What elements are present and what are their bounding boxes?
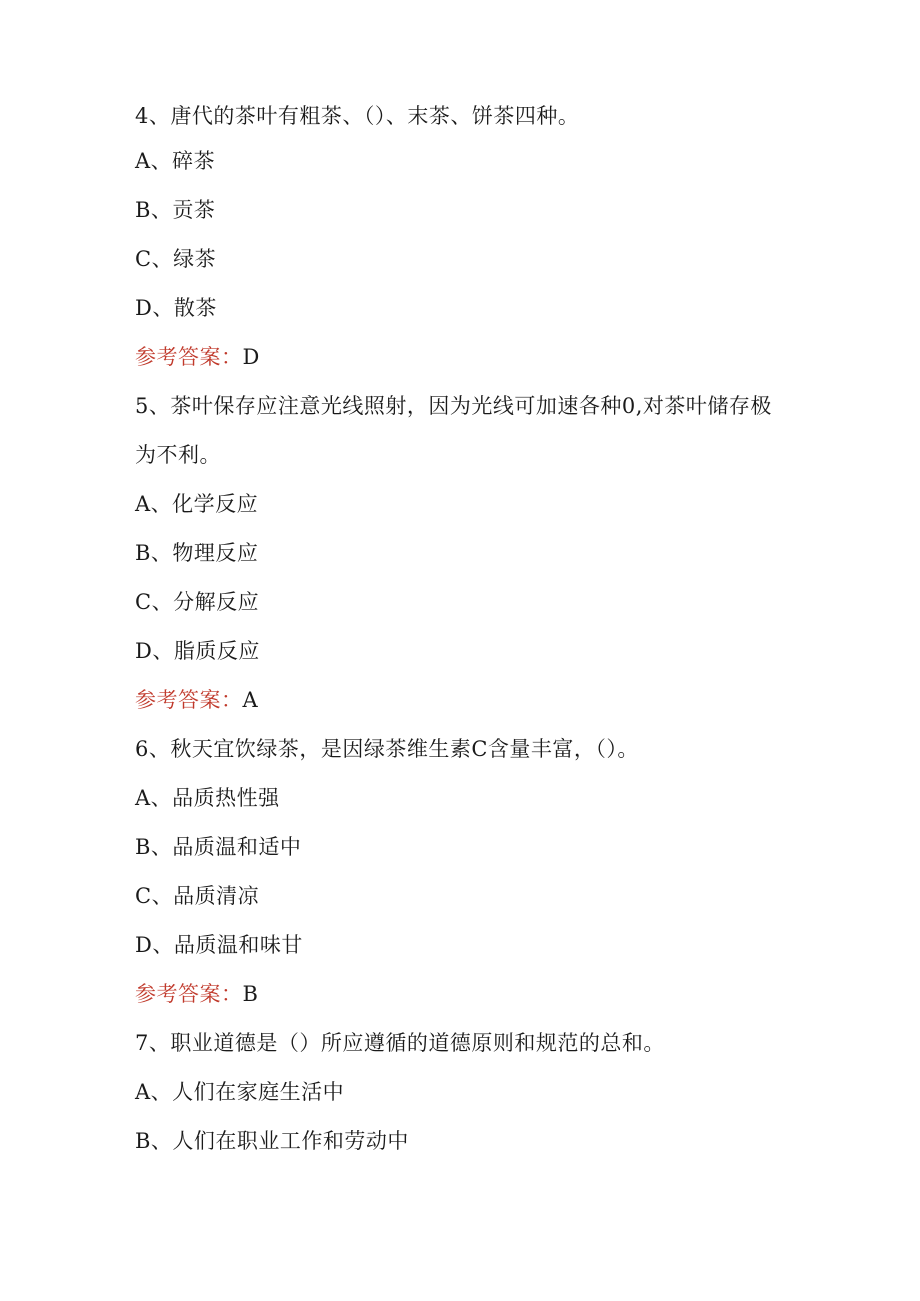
question-4-answer <box>135 343 260 371</box>
question-6-option-d: D、品质温和味甘 <box>135 933 303 957</box>
question-7-option-a: A、人们在家庭生活中 <box>135 1080 345 1104</box>
question-5-option-d: D、脂质反应 <box>135 639 260 663</box>
question-6-option-c: C、品质清凉 <box>135 884 260 908</box>
question-6-option-b: B、品质温和适中 <box>135 835 302 859</box>
answer-label: 参考答案： <box>135 688 243 712</box>
question-5-stem: 5、茶叶保存应注意光线照射，因为光线可加速各种0,对茶叶储存极 <box>135 394 772 418</box>
question-4-stem: 4、唐代的茶叶有粗茶、（）、末茶、饼茶四种。 <box>135 104 580 128</box>
answer-label: 参考答案： <box>135 982 243 1006</box>
question-5-stem-continued: 为不利。 <box>135 443 221 467</box>
question-6-option-a: A、品质热性强 <box>135 786 280 810</box>
answer-value: D <box>242 345 260 369</box>
answer-label: 参考答案： <box>135 345 243 369</box>
question-5-option-a: A、化学反应 <box>135 492 259 516</box>
question-7-option-b: B、人们在职业工作和劳动中 <box>135 1129 409 1153</box>
question-5-option-b: B、物理反应 <box>135 541 259 565</box>
question-6-answer <box>135 980 258 1008</box>
question-4-option-d: D、散茶 <box>135 296 217 320</box>
question-7-stem: 7、职业道德是（）所应遵循的道德原则和规范的总和。 <box>135 1031 665 1055</box>
question-4-option-a: A、碎茶 <box>135 149 216 173</box>
question-4-option-c: C、绿茶 <box>135 247 217 271</box>
answer-value: B <box>242 982 259 1006</box>
question-5-answer <box>135 686 258 714</box>
question-5-option-c: C、分解反应 <box>135 590 260 614</box>
question-6-stem: 6、秋天宜饮绿茶，是因绿茶维生素C含量丰富，（）。 <box>135 737 639 761</box>
answer-value: A <box>242 688 259 712</box>
question-4-option-b: B、贡茶 <box>135 198 216 222</box>
